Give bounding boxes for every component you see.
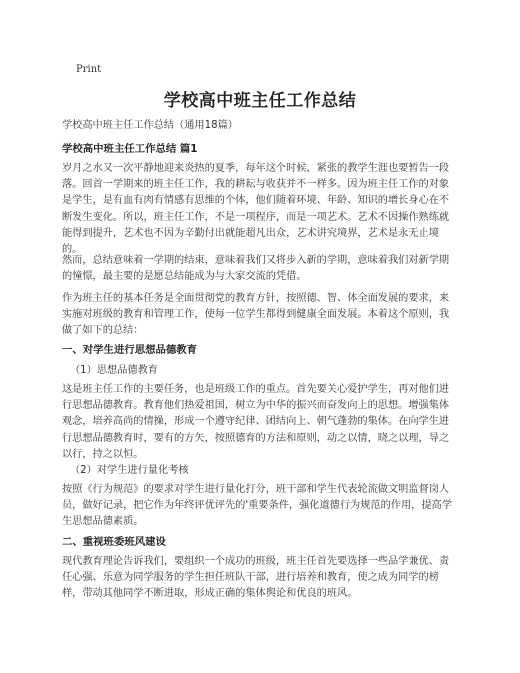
paragraph-1: 岁月之水又一次平静地迎来炎热的夏季，每年这个时候，紧张的教学生涯也要暂告一段落。回首一学期来的班主任工作，我的耕耘与收获并不一样多。因为班主任工作的对象是学生，是有血有肉有情感有思维的个体，他们随着环境、年龄、知识的增长身心在不断发生变化。所以，班主任工作，不是一项程序，而是一项艺术。艺术不因操作熟练就能得到提升，艺术也不因为辛勤付出就能超凡出众，艺术讲究境界，艺术是永无止境的。 <box>62 163 450 256</box>
paragraph-3: 作为班主任的基本任务是全面贯彻党的教育方针，按照德、智、体全面发展的要求，来实施对班级的教育和管理工作，使每一位学生都得到健康全面发展。本着这个原则，我做了如下的总结： <box>62 293 450 337</box>
heading-class-committee: 二、重视班委班风建设 <box>62 536 166 548</box>
paragraph-6: 现代教育理论告诉我们，要组织一个成功的班级，班主任首先要选择一些品学兼优、责任心强、乐意为同学服务的学生担任班队干部，进行培养和教育，使之成为同学的榜样，带动其他同学不断进取，形成正确的集体舆论和优良的班风。 <box>62 556 450 600</box>
paragraph-5: 按照《行为规范》的要求对学生进行量化打分，班干部和学生代表轮流做文明监督岗人员，做好记录，把它作为年终评优评先的'重要条件，强化道德行为规范的作用，提高学生思想品德素质。 <box>62 484 452 528</box>
paragraph-2: 然而，总结意味着一学期的结束，意味着我们又将步入新的学期，意味着我们对新学期的憧憬，最主要的是愿总结能成为与大家交流的凭借。 <box>62 255 450 283</box>
paragraph-4: 这是班主任工作的主要任务，也是班级工作的重点。首先要关心爱护学生，再对他们进行思想品德教育。教育他们热爱祖国，树立为中华的振兴而奋发向上的思想。增强集体观念，培养高尚的情操，形成一个遵守纪律、团结向上、朝气蓬勃的集体。在向学生进行思想品德教育时，要有的方矢，按照德育的方法和原则，动之以情，晓之以理，导之以行，持之以恒。 <box>62 384 450 460</box>
subheading-quantitative-assessment: （2）对学生进行量化考核 <box>70 465 189 476</box>
page-title: 学校高中班主任工作总结 <box>163 91 357 111</box>
heading-moral-education: 一、对学生进行思想品德教育 <box>62 344 198 356</box>
document-subtitle: 学校高中班主任工作总结（通用18篇） <box>62 120 238 131</box>
subheading-moral-education: （1）思想品德教育 <box>70 365 158 376</box>
section-title: 学校高中班主任工作总结 篇1 <box>62 143 198 155</box>
print-link[interactable]: Print <box>76 64 102 75</box>
